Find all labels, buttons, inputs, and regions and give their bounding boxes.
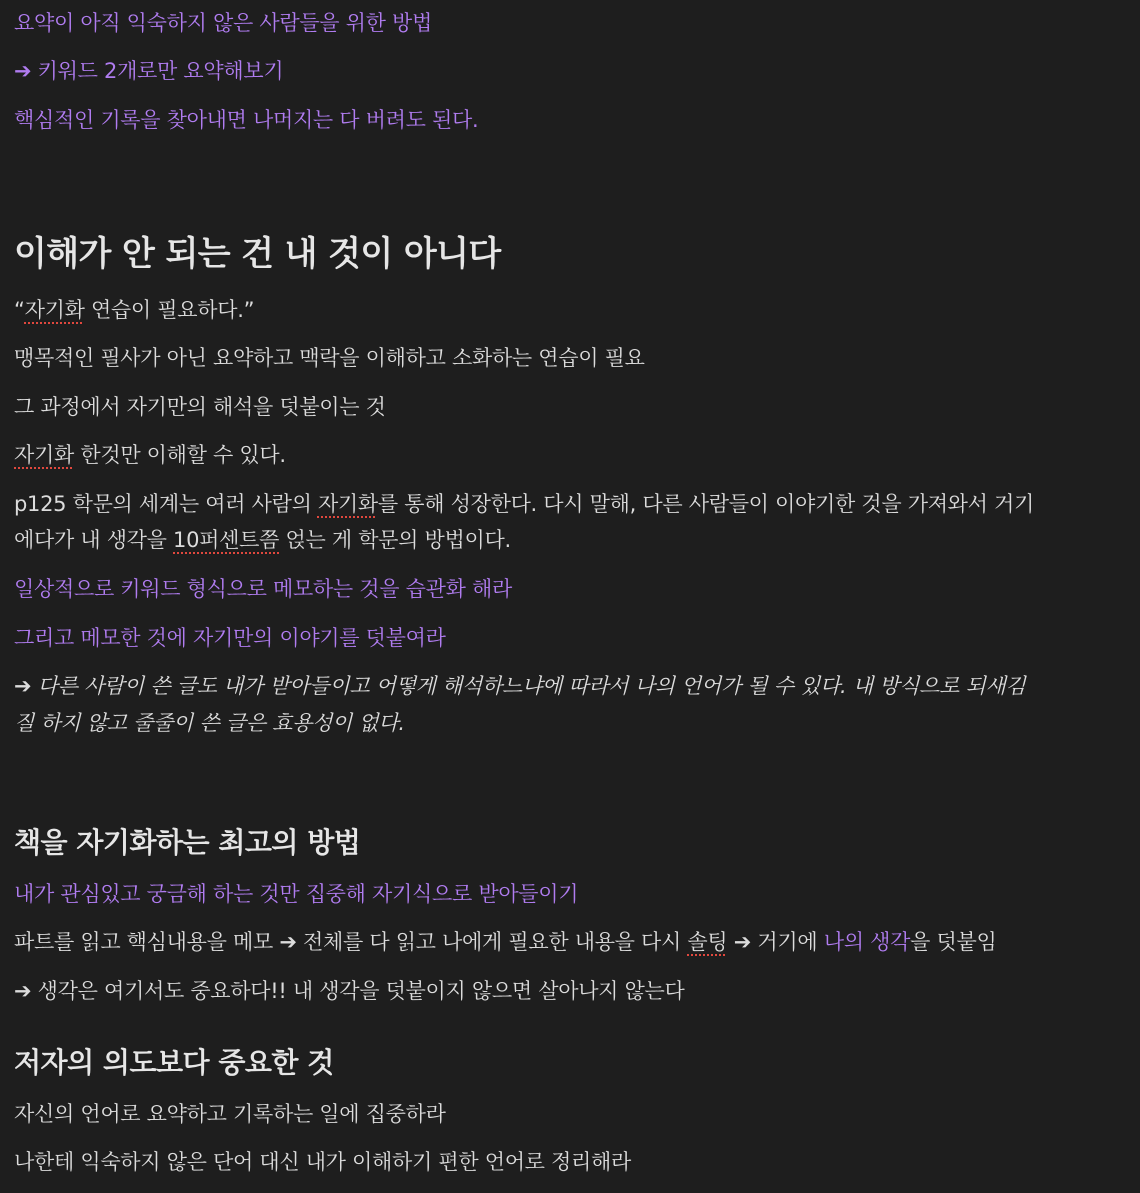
- section-heading: 이해가 안 되는 건 내 것이 아니다: [14, 234, 501, 274]
- quote-line: [14, 292, 254, 328]
- accent-line: 그리고 메모한 것에 자기만의 이야기를 덧붙여라: [14, 626, 446, 650]
- quote-open: “: [14, 298, 25, 322]
- body-line: 맹목적인 필사가 아닌 요약하고 맥락을 이해하고 소화하는 연습이 필요: [14, 346, 645, 370]
- flow-line: [14, 924, 996, 960]
- citation-line-1: [14, 486, 1034, 522]
- body-line: 자신의 언어로 요약하고 기록하는 일에 집중하라: [14, 1102, 446, 1126]
- accent-line: 내가 관심있고 궁금해 하는 것만 집중해 자기식으로 받아들이기: [14, 882, 579, 906]
- italic-line-1: ➔ 다른 사람이 쓴 글도 내가 받아들이고 어떻게 해석하느냐에 따라서 나의 언어가 될 수 있다. 내 방식으로 되새김: [14, 674, 1026, 698]
- accent-line: 일상적으로 키워드 형식으로 메모하는 것을 습관화 해라: [14, 577, 512, 601]
- section-heading: 저자의 의도보다 중요한 것: [14, 1046, 334, 1079]
- body-line: 나한테 익숙하지 않은 단어 대신 내가 이해하기 편한 언어로 정리해라: [14, 1150, 631, 1174]
- body-text: 파트를 읽고 핵심내용을 메모 ➔ 전체를 다 읽고 나에게 필요한 내용을 다시: [14, 930, 688, 954]
- citation-line-2: [14, 522, 511, 558]
- body-text: 한것만 이해할 수 있다.: [73, 443, 286, 467]
- body-text: 을 덧붙임: [910, 930, 997, 954]
- misspelled-word[interactable]: 자기화: [24, 298, 85, 322]
- misspelled-word[interactable]: 자기화: [14, 443, 74, 467]
- body-line: 그 과정에서 자기만의 해석을 덧붙이는 것: [14, 395, 386, 419]
- body-line: [14, 437, 286, 473]
- italic-line-2: 질 하지 않고 줄줄이 쓴 글은 효용성이 없다.: [14, 711, 405, 735]
- body-text: ➔ 거기에: [727, 930, 824, 954]
- body-line: ➔ 생각은 여기서도 중요하다!! 내 생각을 덧붙이지 않으면 살아나지 않는다: [14, 979, 685, 1003]
- section-heading: 책을 자기화하는 최고의 방법: [14, 826, 361, 859]
- accent-phrase: 나의 생각: [823, 930, 911, 954]
- quote-rest: 연습이 필요하다.”: [84, 298, 255, 322]
- body-text: 얹는 게 학문의 방법이다.: [279, 528, 511, 552]
- accent-line: 요약이 아직 익숙하지 않은 사람들을 위한 방법: [14, 11, 432, 35]
- accent-line: 핵심적인 기록을 찾아내면 나머지는 다 버려도 된다.: [14, 108, 479, 132]
- accent-line: ➔ 키워드 2개로만 요약해보기: [14, 59, 284, 83]
- body-text: 를 통해 성장한다. 다시 말해, 다른 사람들이 이야기한 것을 가져와서 거기: [377, 492, 1035, 516]
- misspelled-word[interactable]: 자기화: [317, 492, 378, 516]
- body-text: p125 학문의 세계는 여러 사람의: [14, 492, 318, 516]
- misspelled-word[interactable]: 솔팅: [687, 930, 728, 954]
- misspelled-word[interactable]: 10퍼센트쯤: [173, 528, 280, 552]
- body-text: 에다가 내 생각을: [14, 528, 174, 552]
